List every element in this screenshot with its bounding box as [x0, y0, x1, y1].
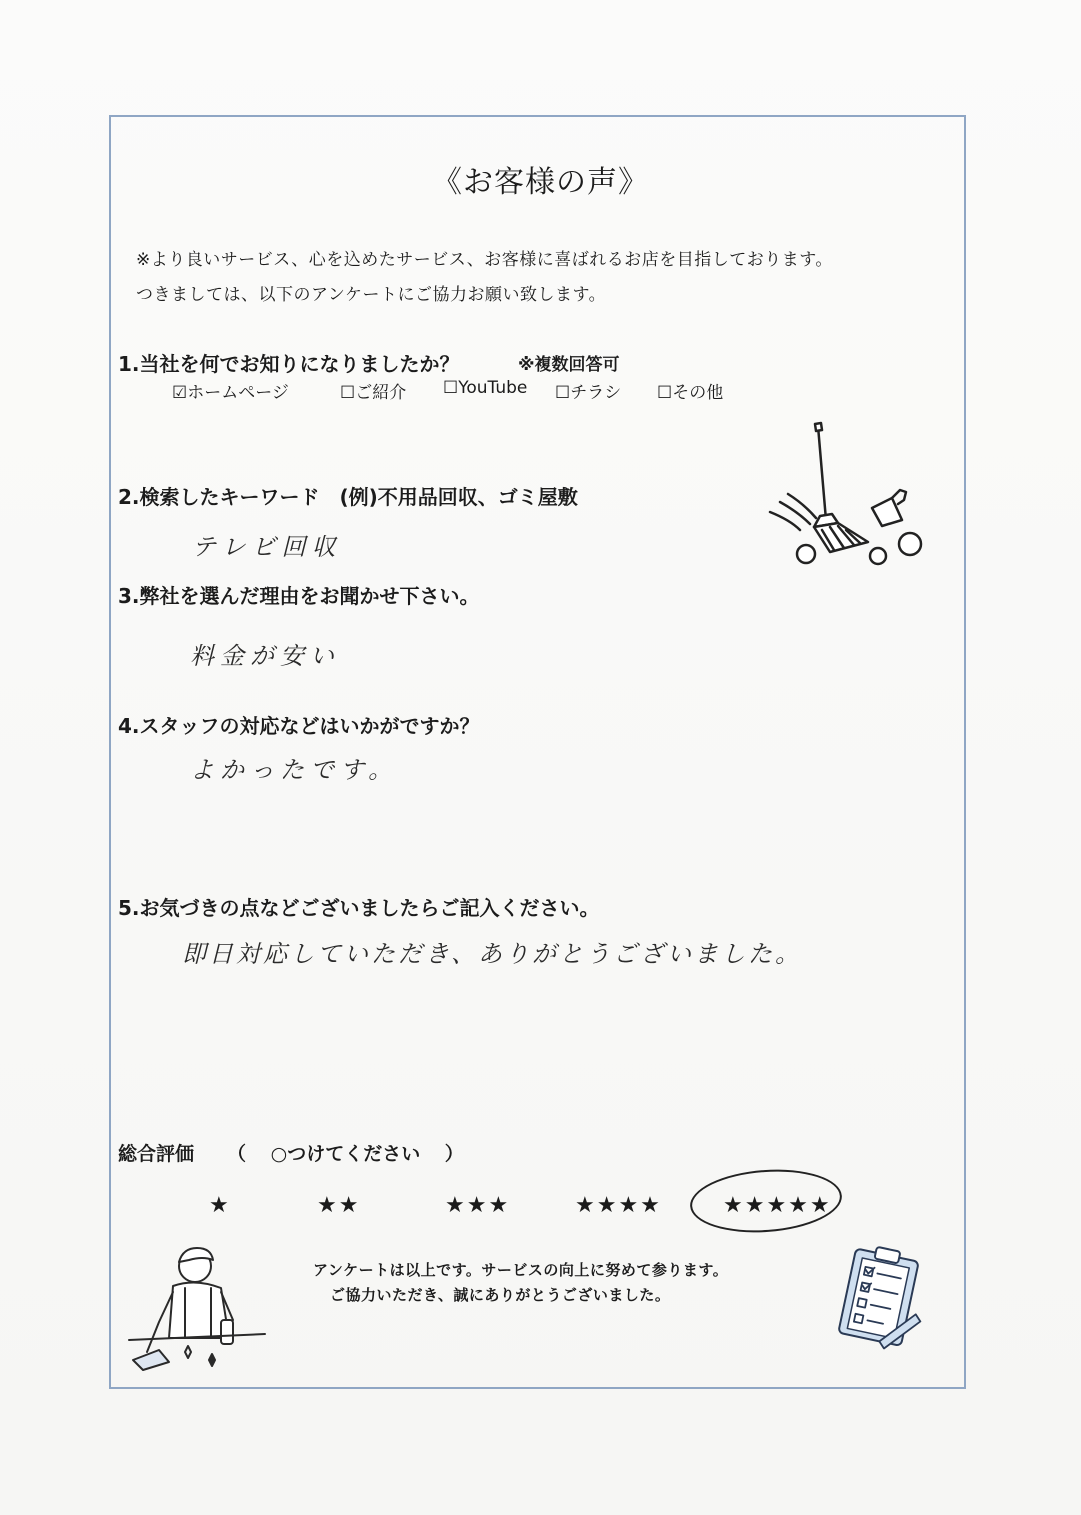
cleaning-staff-icon: [125, 1242, 270, 1377]
option-other[interactable]: [657, 378, 723, 403]
rating-3-stars[interactable]: ★★★: [445, 1193, 511, 1218]
option-referral[interactable]: [340, 378, 406, 403]
rating-instruction: （ ○つけてください ）: [227, 1143, 464, 1165]
rating-4-stars[interactable]: ★★★★: [575, 1193, 662, 1218]
page-title: 《お客様の声》: [432, 165, 649, 200]
option-homepage[interactable]: [172, 378, 289, 403]
question-1: 1.当社を何でお知りになりましたか？: [118, 352, 460, 376]
checkbox-icon: ☐: [657, 383, 673, 403]
answer-3[interactable]: 料金が安い: [190, 642, 340, 670]
answer-4[interactable]: よかったです。: [190, 756, 399, 784]
clipboard-checklist-icon: [832, 1245, 932, 1355]
checkbox-icon: ☐: [555, 383, 571, 403]
checkbox-icon: ☐: [443, 378, 459, 398]
question-3: 3.弊社を選んだ理由をお聞かせ下さい。: [118, 584, 480, 608]
question-5: 5.お気づきの点などございましたらご記入ください。: [118, 896, 600, 920]
closing-line-2: ご協力いただき、誠にありがとうございました。: [330, 1286, 671, 1304]
answer-2[interactable]: テレビ回収: [192, 533, 342, 561]
option-label: チラシ: [570, 383, 622, 403]
rating-5-stars[interactable]: ★★★★★: [723, 1193, 832, 1218]
overall-rating-label: 総合評価: [118, 1143, 195, 1165]
question-2: 2.検索したキーワード (例)不用品回収、ゴミ屋敷: [118, 485, 578, 509]
option-label: ホームページ: [187, 383, 289, 403]
checkbox-icon: ☐: [340, 383, 356, 403]
broom-icon: [760, 420, 940, 580]
question-4: 4.スタッフの対応などはいかがですか？: [118, 714, 480, 738]
multiple-answers-note: ※複数回答可: [518, 355, 620, 375]
checkbox-checked-icon: ☑: [172, 383, 188, 403]
option-youtube[interactable]: [443, 378, 527, 398]
rating-1-star[interactable]: ★: [209, 1193, 231, 1218]
intro-line-2: つきましては、以下のアンケートにご協力お願い致します。: [136, 285, 607, 305]
intro-line-1: ※より良いサービス、心を込めたサービス、お客様に喜ばれるお店を目指しております。: [136, 250, 833, 270]
option-label: YouTube: [458, 378, 528, 398]
closing-line-1: アンケートは以上です。サービスの向上に努めて参ります。: [313, 1261, 729, 1279]
option-label: その他: [672, 383, 724, 403]
option-flyer[interactable]: [555, 378, 621, 403]
rating-2-stars[interactable]: ★★: [317, 1193, 361, 1218]
answer-5[interactable]: 即日対応していただき、ありがとうございました。: [182, 940, 803, 968]
option-label: ご紹介: [355, 383, 407, 403]
